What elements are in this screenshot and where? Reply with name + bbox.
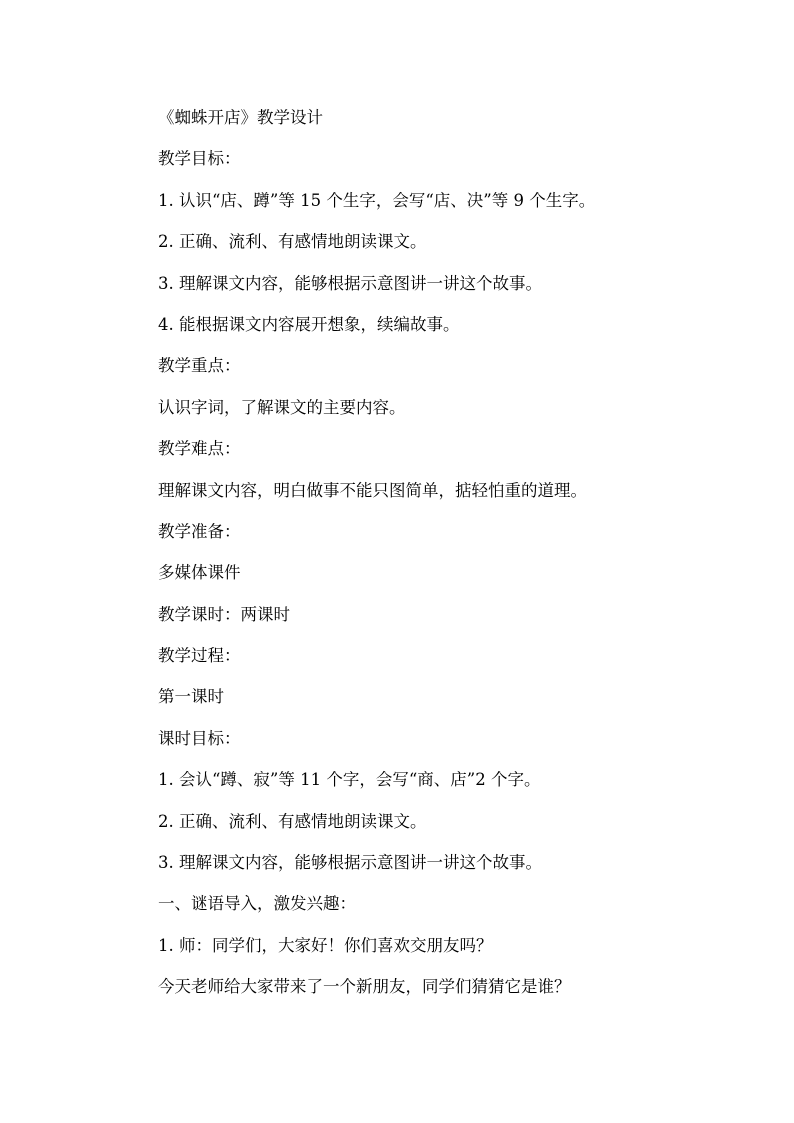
teaching-goal-4: 4. 能根据课文内容展开想象，续编故事。 — [158, 314, 460, 334]
section-heading-teaching-goals: 教学目标： — [158, 149, 241, 169]
teaching-goal-3: 3. 理解课文内容，能够根据示意图讲一讲这个故事。 — [158, 273, 542, 293]
lesson-one-heading: 第一课时 — [158, 687, 224, 707]
section-heading-lesson-goals: 课时目标： — [158, 728, 241, 748]
lesson-goal-3: 3. 理解课文内容，能够根据示意图讲一讲这个故事。 — [158, 853, 542, 873]
section-heading-process: 教学过程： — [158, 646, 241, 666]
preparation-text: 多媒体课件 — [158, 563, 241, 583]
step-one-paragraph: 今天老师给大家带来了一个新朋友，同学们猜猜它是谁？ — [158, 977, 571, 997]
lesson-goal-1: 1. 会认“蹲、寂”等 11 个字，会写“商、店”2 个字。 — [158, 770, 541, 790]
teaching-goal-2: 2. 正确、流利、有感情地朗读课文。 — [158, 232, 427, 252]
teaching-goal-1: 1. 认识“店、蹲”等 15 个生字，会写“店、决”等 9 个生字。 — [158, 190, 596, 210]
step-one-item-1: 1. 师：同学们，大家好！你们喜欢交朋友吗？ — [158, 935, 493, 955]
document-title: 《蜘蛛开店》教学设计 — [158, 108, 323, 127]
key-points-text: 认识字词，了解课文的主要内容。 — [158, 397, 406, 417]
section-heading-preparation: 教学准备： — [158, 521, 241, 541]
lesson-goal-2: 2. 正确、流利、有感情地朗读课文。 — [158, 811, 427, 831]
step-one-heading: 一、谜语导入，激发兴趣： — [158, 894, 356, 914]
section-heading-key-points: 教学重点： — [158, 356, 241, 376]
document-body — [158, 104, 718, 1015]
section-heading-difficulties: 教学难点： — [158, 439, 241, 459]
class-hours-text: 教学课时：两课时 — [158, 604, 290, 624]
difficulties-text: 理解课文内容，明白做事不能只图简单，掂轻怕重的道理。 — [158, 480, 587, 500]
